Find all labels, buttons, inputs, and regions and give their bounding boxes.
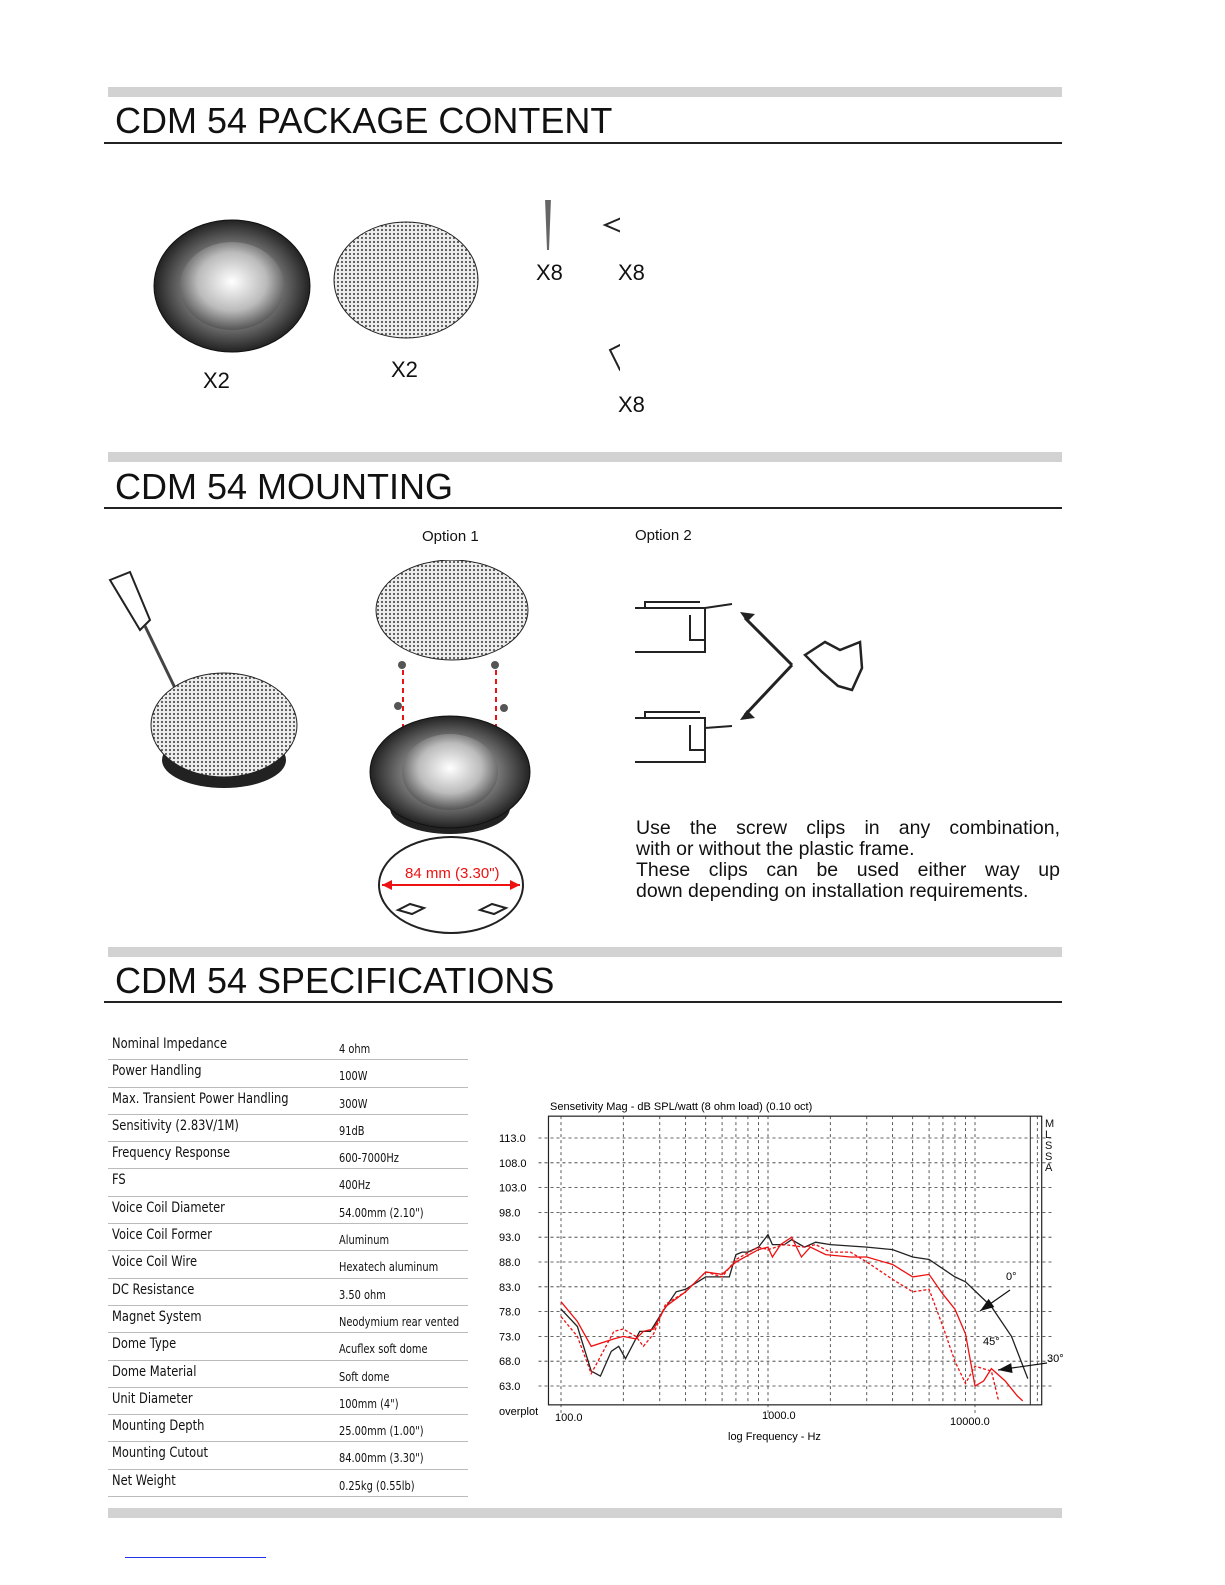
spec-row — [108, 1333, 468, 1360]
package-illustrations — [140, 200, 620, 430]
spec-label: Power Handling — [112, 1063, 202, 1080]
chart-side-label: MLSSA — [1045, 1118, 1055, 1174]
plot-frame — [548, 1116, 1041, 1405]
package-heading: CDM 54 PACKAGE CONTENT — [115, 100, 613, 141]
clip-qty: X8 — [618, 260, 645, 285]
spec-label: Max. Transient Power Handling — [112, 1090, 289, 1107]
chart-title: Sensetivity Mag - dB SPL/watt (8 ohm load) (0.10 oct) — [550, 1101, 813, 1113]
spec-value: 54.00mm (2.10") — [339, 1205, 424, 1220]
spec-value: 300W — [339, 1096, 368, 1111]
spec-row — [108, 1088, 468, 1115]
y-tick-label: 113.0 — [499, 1133, 526, 1145]
series-line-2 — [561, 1245, 999, 1401]
y-tick-label: 68.0 — [499, 1356, 521, 1369]
grille-illustration — [151, 673, 297, 777]
spec-value: 600-7000Hz — [339, 1151, 399, 1166]
spec-label: Mounting Cutout — [112, 1445, 208, 1462]
frequency-response-chart — [490, 1090, 1070, 1450]
cutout-dimension: 84 mm (3.30") — [405, 865, 500, 882]
spec-value: 400Hz — [339, 1178, 371, 1193]
spec-value: 100W — [339, 1069, 368, 1084]
x-axis-label: log Frequency - Hz — [728, 1431, 821, 1443]
section-bar — [108, 1508, 1062, 1518]
spec-row — [108, 1306, 468, 1333]
y-tick-label: 73.0 — [499, 1331, 521, 1344]
screw-clip-qty: X8 — [618, 392, 645, 417]
spec-row — [108, 1388, 468, 1415]
spec-label: Voice Coil Former — [112, 1227, 212, 1244]
divider — [104, 1001, 1062, 1003]
spec-label: Dome Material — [112, 1363, 197, 1380]
spec-row — [108, 1251, 468, 1278]
divider — [104, 142, 1062, 144]
spec-value: Neodymium rear vented — [339, 1314, 460, 1329]
spec-value: 100mm (4") — [339, 1396, 399, 1411]
spec-label: Voice Coil Wire — [112, 1254, 198, 1271]
spec-value: 0.25kg (0.55lb) — [339, 1478, 415, 1493]
spec-value: Aluminum — [339, 1233, 390, 1248]
spec-row — [108, 1169, 468, 1196]
spec-row — [108, 1279, 468, 1306]
x-tick-label: 100.0 — [555, 1411, 583, 1424]
y-tick-label: 93.0 — [499, 1232, 521, 1245]
screwdriver-icon — [110, 572, 175, 688]
spec-row — [108, 1115, 468, 1142]
grille-qty: X2 — [391, 357, 418, 382]
spec-label: Unit Diameter — [112, 1390, 193, 1407]
option2-label: Option 2 — [635, 527, 692, 544]
spec-row — [108, 1415, 468, 1442]
spec-label: Mounting Depth — [112, 1418, 205, 1435]
section-bar — [108, 87, 1062, 97]
series-line-0 — [561, 1235, 1028, 1379]
screw-clip-icon — [805, 642, 862, 690]
screw-clip-icon — [610, 340, 620, 385]
spec-label: Voice Coil Diameter — [112, 1199, 225, 1216]
spec-table — [108, 1033, 468, 1497]
grille-illustration — [334, 222, 478, 338]
specs-heading: CDM 54 SPECIFICATIONS — [115, 960, 555, 1001]
arrow-30deg-head — [998, 1363, 1013, 1373]
spec-value: Acuflex soft dome — [339, 1342, 428, 1357]
section-bar — [108, 452, 1062, 462]
y-tick-label: 103.0 — [499, 1182, 527, 1195]
screw-icon — [542, 200, 554, 250]
y-tick-label: 63.0 — [499, 1381, 521, 1393]
x-tick-label: 1000.0 — [762, 1409, 796, 1422]
screw-icon — [394, 661, 508, 712]
spec-row — [108, 1470, 468, 1497]
spec-row — [108, 1033, 468, 1060]
mounting-instructions — [636, 818, 1060, 902]
spec-value: 91dB — [339, 1123, 365, 1138]
annotation-0deg: 0° — [1006, 1271, 1017, 1283]
spec-value: 3.50 ohm — [339, 1287, 386, 1302]
spec-label: Net Weight — [112, 1472, 176, 1489]
speaker-illustration — [154, 220, 310, 352]
spec-label: Sensitivity (2.83V/1M) — [112, 1117, 239, 1134]
y-tick-label: 108.0 — [499, 1157, 527, 1170]
spec-value: Hexatech aluminum — [339, 1260, 439, 1275]
section-bar — [108, 947, 1062, 957]
divider — [104, 507, 1062, 509]
spec-label: Frequency Response — [112, 1145, 231, 1162]
instruction-line: These clips can be used either way up — [636, 859, 1060, 881]
spec-label: Magnet System — [112, 1308, 202, 1325]
spec-label: FS — [112, 1172, 126, 1189]
option1-label: Option 1 — [422, 528, 479, 545]
spec-row — [108, 1060, 468, 1087]
instruction-line: Use the screw clips in any combination, — [636, 817, 1060, 839]
instruction-line: down depending on installation requirements. — [636, 880, 1029, 902]
speaker-qty: X2 — [203, 368, 230, 393]
annotation-30deg: 30° — [1047, 1353, 1064, 1365]
frame-profile — [635, 602, 732, 762]
clip-icon — [605, 210, 620, 240]
spec-value: 4 ohm — [339, 1042, 371, 1056]
spec-value: Soft dome — [339, 1369, 390, 1384]
screw-qty: X8 — [536, 260, 563, 285]
instruction-line: with or without the plastic frame. — [636, 838, 915, 860]
spec-label: Nominal Impedance — [112, 1036, 228, 1052]
x-tick-label: 10000.0 — [950, 1415, 990, 1428]
spec-row — [108, 1142, 468, 1169]
y-tick-label: 83.0 — [499, 1281, 521, 1294]
corner-label: overplot — [499, 1406, 539, 1418]
spec-row — [108, 1197, 468, 1224]
y-tick-label: 98.0 — [499, 1207, 521, 1220]
arrow-0deg-head — [980, 1299, 994, 1311]
spec-value: 84.00mm (3.30") — [339, 1451, 424, 1466]
spec-label: Dome Type — [112, 1336, 177, 1353]
spec-row — [108, 1442, 468, 1469]
arrow-icon — [745, 618, 792, 715]
grille-illustration — [376, 560, 528, 660]
spec-label: DC Resistance — [112, 1281, 195, 1298]
mounting-heading: CDM 54 MOUNTING — [115, 466, 454, 507]
spec-value: 25.00mm (1.00") — [339, 1424, 424, 1439]
spec-row — [108, 1361, 468, 1388]
link-underline — [125, 1557, 266, 1558]
annotation-45deg: 45° — [983, 1336, 1000, 1348]
y-tick-label: 78.0 — [499, 1306, 521, 1319]
y-tick-label: 88.0 — [499, 1257, 521, 1269]
spec-row — [108, 1224, 468, 1251]
